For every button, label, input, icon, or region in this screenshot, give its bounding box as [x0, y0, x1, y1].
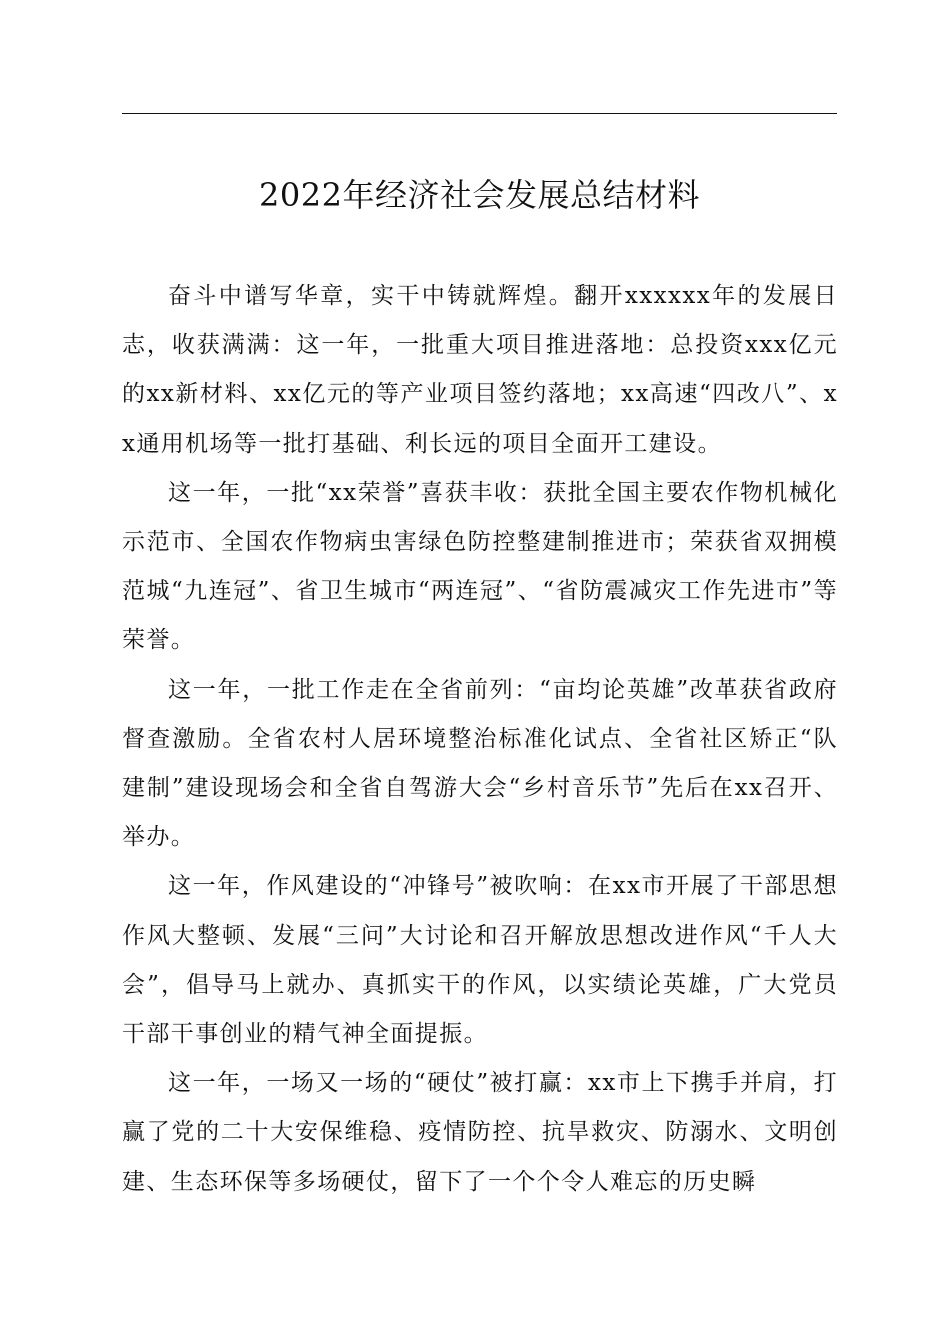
paragraph-3: 这一年，一批工作走在全省前列：“亩均论英雄”改革获省政府督查激励。全省农村人居环境整治标准化试点、全省社区矫正“队建制”建设现场会和全省自驾游大会“乡村音乐节”先后在xx召开、举办。	[122, 676, 838, 851]
paragraph-4: 这一年，作风建设的“冲锋号”被吹响：在xx市开展了干部思想作风大整顿、发展“三问”大讨论和召开解放思想改进作风“千人大会”，倡导马上就办、真抓实干的作风，以实绩论英雄，广大党员干部干事创业的精气神全面提振。	[122, 873, 838, 1048]
header-rule	[122, 113, 837, 114]
document-title: 2022年经济社会发展总结材料	[259, 176, 700, 214]
document-body	[122, 272, 838, 1207]
paragraph-2: 这一年，一批“xx荣誉”喜获丰收：获批全国主要农作物机械化示范市、全国农作物病虫害绿色防控整建制推进市；荣获省双拥模范城“九连冠”、省卫生城市“两连冠”、“省防震减灾工作先进市”等荣誉。	[122, 479, 838, 654]
paragraph-5: 这一年，一场又一场的“硬仗”被打赢：xx市上下携手并肩，打赢了党的二十大安保维稳、疫情防控、抗旱救灾、防溺水、文明创建、生态环保等多场硬仗，留下了一个个令人难忘的历史瞬	[122, 1070, 838, 1195]
paragraph-1: 奋斗中谱写华章，实干中铸就辉煌。翻开xxxxxx年的发展日志，收获满满：这一年，一批重大项目推进落地：总投资xxx亿元的xx新材料、xx亿元的等产业项目签约落地；xx高速“四改八”、xx通用机场等一批打基础、利长远的项目全面开工建设。	[122, 283, 838, 457]
